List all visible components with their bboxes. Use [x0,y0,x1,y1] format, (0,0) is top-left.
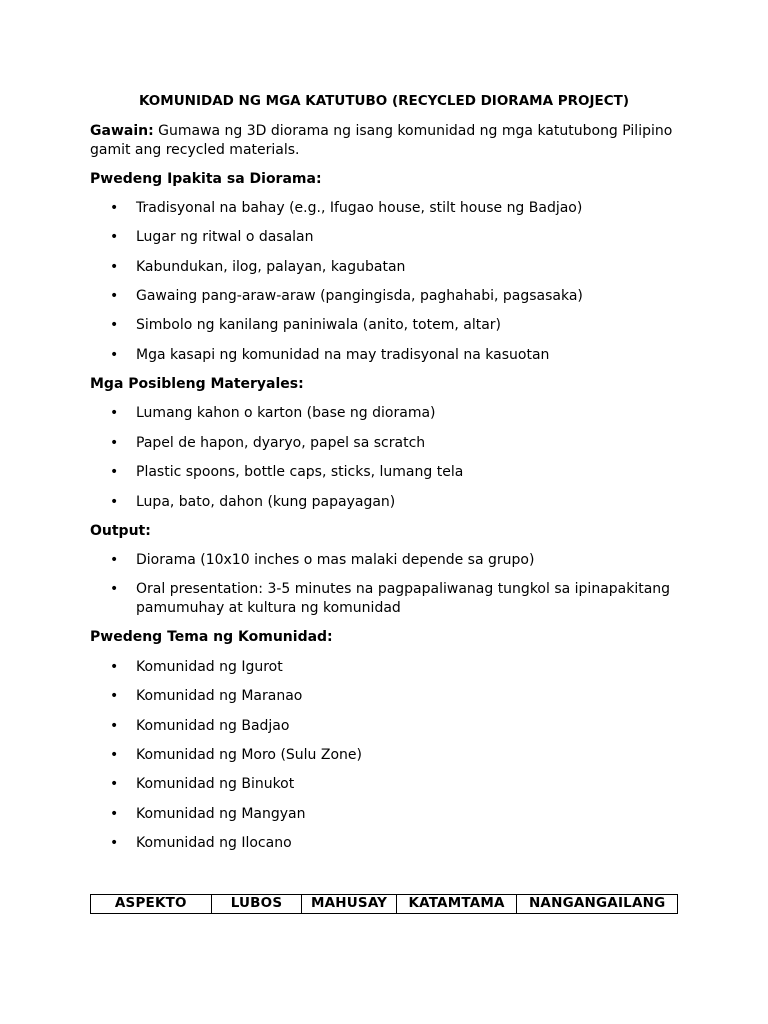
rubric-header-aspekto: ASPEKTO [91,895,212,914]
list-item-text: Diorama (10x10 inches o mas malaki depende sa grupo) [136,552,535,568]
list-item-text: Tradisyonal na bahay (e.g., Ifugao house, stilt house ng Badjao) [136,200,583,216]
list-item-text: Komunidad ng Moro (Sulu Zone) [136,747,362,763]
bullet-icon: • [110,347,119,363]
ipakita-heading: Pwedeng Ipakita sa Diorama: [90,171,322,187]
list-item-text: Lugar ng ritwal o dasalan [136,229,314,245]
rubric-table [90,894,678,914]
bullet-icon: • [110,718,119,734]
bullet-icon: • [110,688,119,704]
list-item-text: Oral presentation: 3-5 minutes na pagpapaliwanag tungkol sa ipinapakitang pamumuhay at kultura ng komunidad [136,581,671,616]
bullet-icon: • [110,200,119,216]
bullet-icon: • [110,659,119,675]
list-item-text: Plastic spoons, bottle caps, sticks, lumang tela [136,464,464,480]
gawain-paragraph [90,122,680,159]
bullet-icon: • [110,435,119,451]
bullet-icon: • [110,317,119,333]
bullet-icon: • [110,835,119,851]
list-item-text: Komunidad ng Binukot [136,776,295,792]
bullet-icon: • [110,405,119,421]
gawain-text: Gumawa ng 3D diorama ng isang komunidad ng mga katutubong Pilipino gamit ang recycled materials. [90,123,673,158]
list-item-text: Komunidad ng Mangyan [136,806,306,822]
output-heading: Output: [90,523,151,539]
list-item-text: Papel de hapon, dyaryo, papel sa scratch [136,435,426,451]
list-item-text: Lupa, bato, dahon (kung papayagan) [136,494,396,510]
list-item-text: Mga kasapi ng komunidad na may tradisyonal na kasuotan [136,347,550,363]
gawain-label: Gawain: [90,123,154,139]
bullet-icon: • [110,581,119,597]
bullet-icon: • [110,259,119,275]
bullet-icon: • [110,288,119,304]
document-title: KOMUNIDAD NG MGA KATUTUBO (RECYCLED DIORAMA PROJECT) [138,93,630,109]
bullet-icon: • [110,747,119,763]
list-item-text: Kabundukan, ilog, palayan, kagubatan [136,259,406,275]
list-item-text: Komunidad ng Ilocano [136,835,292,851]
list-item-text: Gawaing pang-araw-araw (pangingisda, paghahabi, pagsasaka) [136,288,583,304]
rubric-header-lubos: LUBOS [211,895,302,914]
rubric-header-katamtama: KATAMTAMA [396,895,517,914]
tema-heading: Pwedeng Tema ng Komunidad: [90,629,333,645]
bullet-icon: • [110,229,119,245]
list-item-text: Komunidad ng Igurot [136,659,283,675]
bullet-icon: • [110,464,119,480]
list-item-text: Komunidad ng Maranao [136,688,303,704]
list-item-text: Lumang kahon o karton (base ng diorama) [136,405,436,421]
rubric-header-mahusay: MAHUSAY [302,895,396,914]
materyales-heading: Mga Posibleng Materyales: [90,376,304,392]
rubric-header-row [91,895,678,914]
bullet-icon: • [110,552,119,568]
list-item-text: Komunidad ng Badjao [136,718,290,734]
bullet-icon: • [110,806,119,822]
rubric-header-nangangailang: NANGANGAILANG [517,895,678,914]
bullet-icon: • [110,494,119,510]
bullet-icon: • [110,776,119,792]
list-item-text: Simbolo ng kanilang paniniwala (anito, totem, altar) [136,317,502,333]
